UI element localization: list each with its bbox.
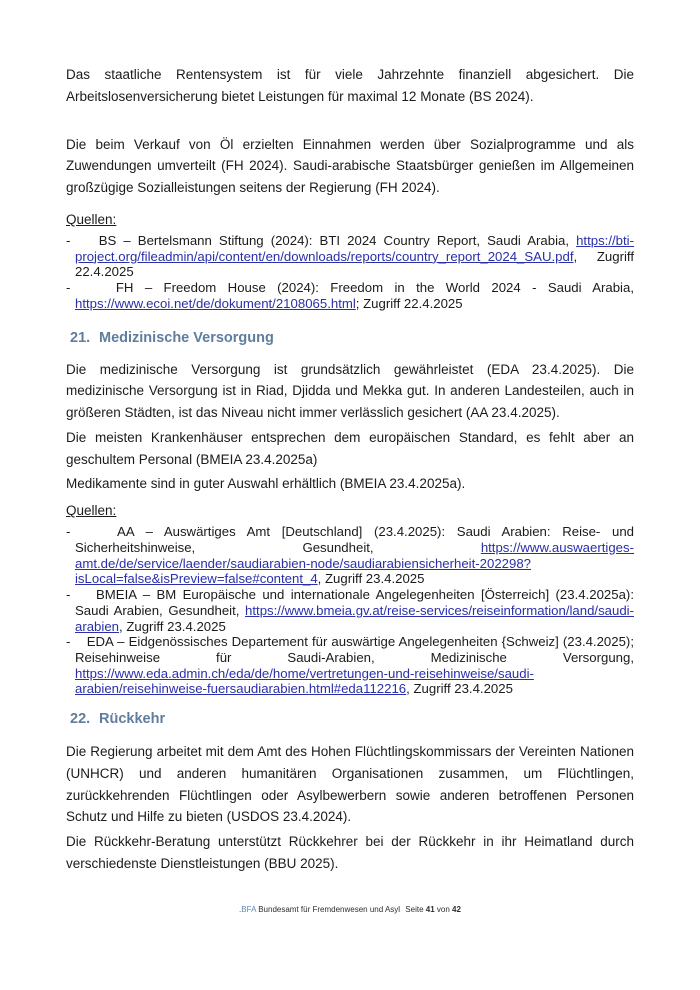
body-paragraph: Die meisten Krankenhäuser entsprechen dem europäischen Standard, es fehlt aber an geschultem Personal (BMEIA 23.4.2025a) [66,429,634,467]
body-paragraph-pensions: Das staatliche Rentensystem ist für viele Jahrzehnte finanziell abgesichert. Die Arbeitslosenversicherung bietet Leistungen für maximal 12 Monate (BS 2024). [66,67,634,104]
source-link[interactable]: https://www.auswaertiges-amt.de/de/service/laender/saudiarabien-node/saudiarabiensicherheit-202298?isLocal=false&isPreview=false#content_4 [75,539,634,587]
footer-org-name: Bundesamt für Fremdenwesen und Asyl [258,905,401,914]
body-paragraph: Medikamente sind in guter Auswahl erhältlich (BMEIA 23.4.2025a). [66,476,466,492]
source-item: - EDA – Eidgenössisches Departement für auswärtige Angelegenheiten {Schweiz] (23.4.2025); Reisehinweise für Saudi-Arabien, Medizinische Versorgung, https://www.eda.admin.ch/eda/de/home/vertretungen-und-reisehinweise/saudi-arabien/reisehinweise-fuersaudiarabien.html#eda112216, Zugriff 23.4.2025 [66,634,634,697]
source-item: - BS – Bertelsmann Stiftung (2024): BTI 2024 Country Report, Saudi Arabia, https://bti-project.org/fileadmin/api/content/en/downloads/reports/country_report_2024_SAU.pdf, Zugriff 22.4.2025 [66,232,634,280]
list-dash-marker: - [66,524,118,540]
source-link[interactable]: https://bti-project.org/fileadmin/api/content/en/downloads/reports/country_report_2024_SAU.pdf [75,232,634,264]
section-heading-medizinische-versorgung [66,329,634,347]
section-heading-rueckkehr [66,710,634,728]
sources-list-medical [66,524,634,697]
section-number: 21. [70,329,91,346]
source-item: - BMEIA – BM Europäische und internationale Angelegenheiten [Österreich] (23.4.2025a): Saudi Arabien, Gesundheit, https://www.bmeia.gv.at/reise-services/reiseinformation/land/saudi-arabien, Zugriff 23.4.2025 [66,587,634,634]
footer-page-separator: von [436,905,450,914]
bfa-logo [239,905,256,914]
footer-page-label: Seite [405,905,424,914]
sources-label [66,211,634,228]
sources-list-social [66,233,634,312]
body-paragraph: Die medizinische Versorgung ist grundsätzlich gewährleistet (EDA 23.4.2025). Die medizinische Versorgung ist in Riad, Djidda und Mekka gut. In anderen Landesteilen, auch in größeren Städten, ist das Niveau nicht immer verlässlich gesichert (AA 23.4.2025). [66,361,634,421]
list-dash-marker: - [66,280,116,296]
sources-label-text: Quellen: [66,503,117,519]
section-number: 22. [70,711,91,728]
footer-page-total: 42 [452,905,461,914]
section-21-paragraphs [66,359,634,496]
source-link[interactable]: https://www.bmeia.gv.at/reise-services/reiseinformation/land/saudi-arabien [75,602,634,634]
source-item: - AA – Auswärtiges Amt [Deutschland] (23.4.2025): Saudi Arabien: Reise- und Sicherheitshinweise, Gesundheit, https://www.auswaertiges-amt.de/de/service/laender/saudiarabien-node/saudiarabiensicherheit-202298?isLocal=false&isPreview=false#content_4, Zugriff 23.4.2025 [66,524,634,587]
bfa-logo-text: BFA [241,905,256,914]
source-link[interactable]: https://www.eda.admin.ch/eda/de/home/vertretungen-und-reisehinweise/saudi-arabien/reisehinweise-fuersaudiarabien.html#eda112216 [75,665,534,697]
section-22-paragraphs [66,741,634,875]
page-footer [0,905,700,915]
list-dash-marker: - [66,634,87,650]
list-dash-marker: - [66,587,96,603]
footer-page-info [405,905,461,914]
bfa-logo-dot: . [239,905,242,914]
section-title: Medizinische Versorgung [99,329,274,346]
list-dash-marker: - [66,232,99,248]
sources-label-text: Quellen: [66,211,117,227]
source-link[interactable]: https://www.ecoi.net/de/dokument/2108065.html [75,295,356,311]
body-paragraph-oil-revenue: Die beim Verkauf von Öl erzielten Einnahmen werden über Sozialprogramme und als Zuwendungen umverteilt (FH 2024). Saudi-arabische Staatsbürger genießen im Allgemeinen großzügige Sozialleistungen seitens der Regierung (FH 2024). [66,136,634,196]
body-paragraph: Die Rückkehr-Beratung unterstützt Rückkehrer bei der Rückkehr in ihr Heimatland durch verschiedenste Dienstleistungen (BBU 2025). [66,834,634,871]
section-title: Rückkehr [99,711,166,728]
source-item: - FH – Freedom House (2024): Freedom in the World 2024 - Saudi Arabia, https://www.ecoi.net/de/dokument/2108065.html; Zugriff 22.4.2025 [66,280,634,311]
footer-page-current: 41 [425,905,435,914]
body-paragraph: Die Regierung arbeitet mit dem Amt des Hohen Flüchtlingskommissars der Vereinten Nationen (UNHCR) und anderen humanitären Organisationen zusammen, um Flüchtlingen, zurückkehrenden Flüchtlingen oder Asylbewerbern sowie anderen betroffenen Personen Schutz und Hilfe zu bieten (USDOS 23.4.2024). [66,744,634,825]
sources-label [66,502,634,519]
